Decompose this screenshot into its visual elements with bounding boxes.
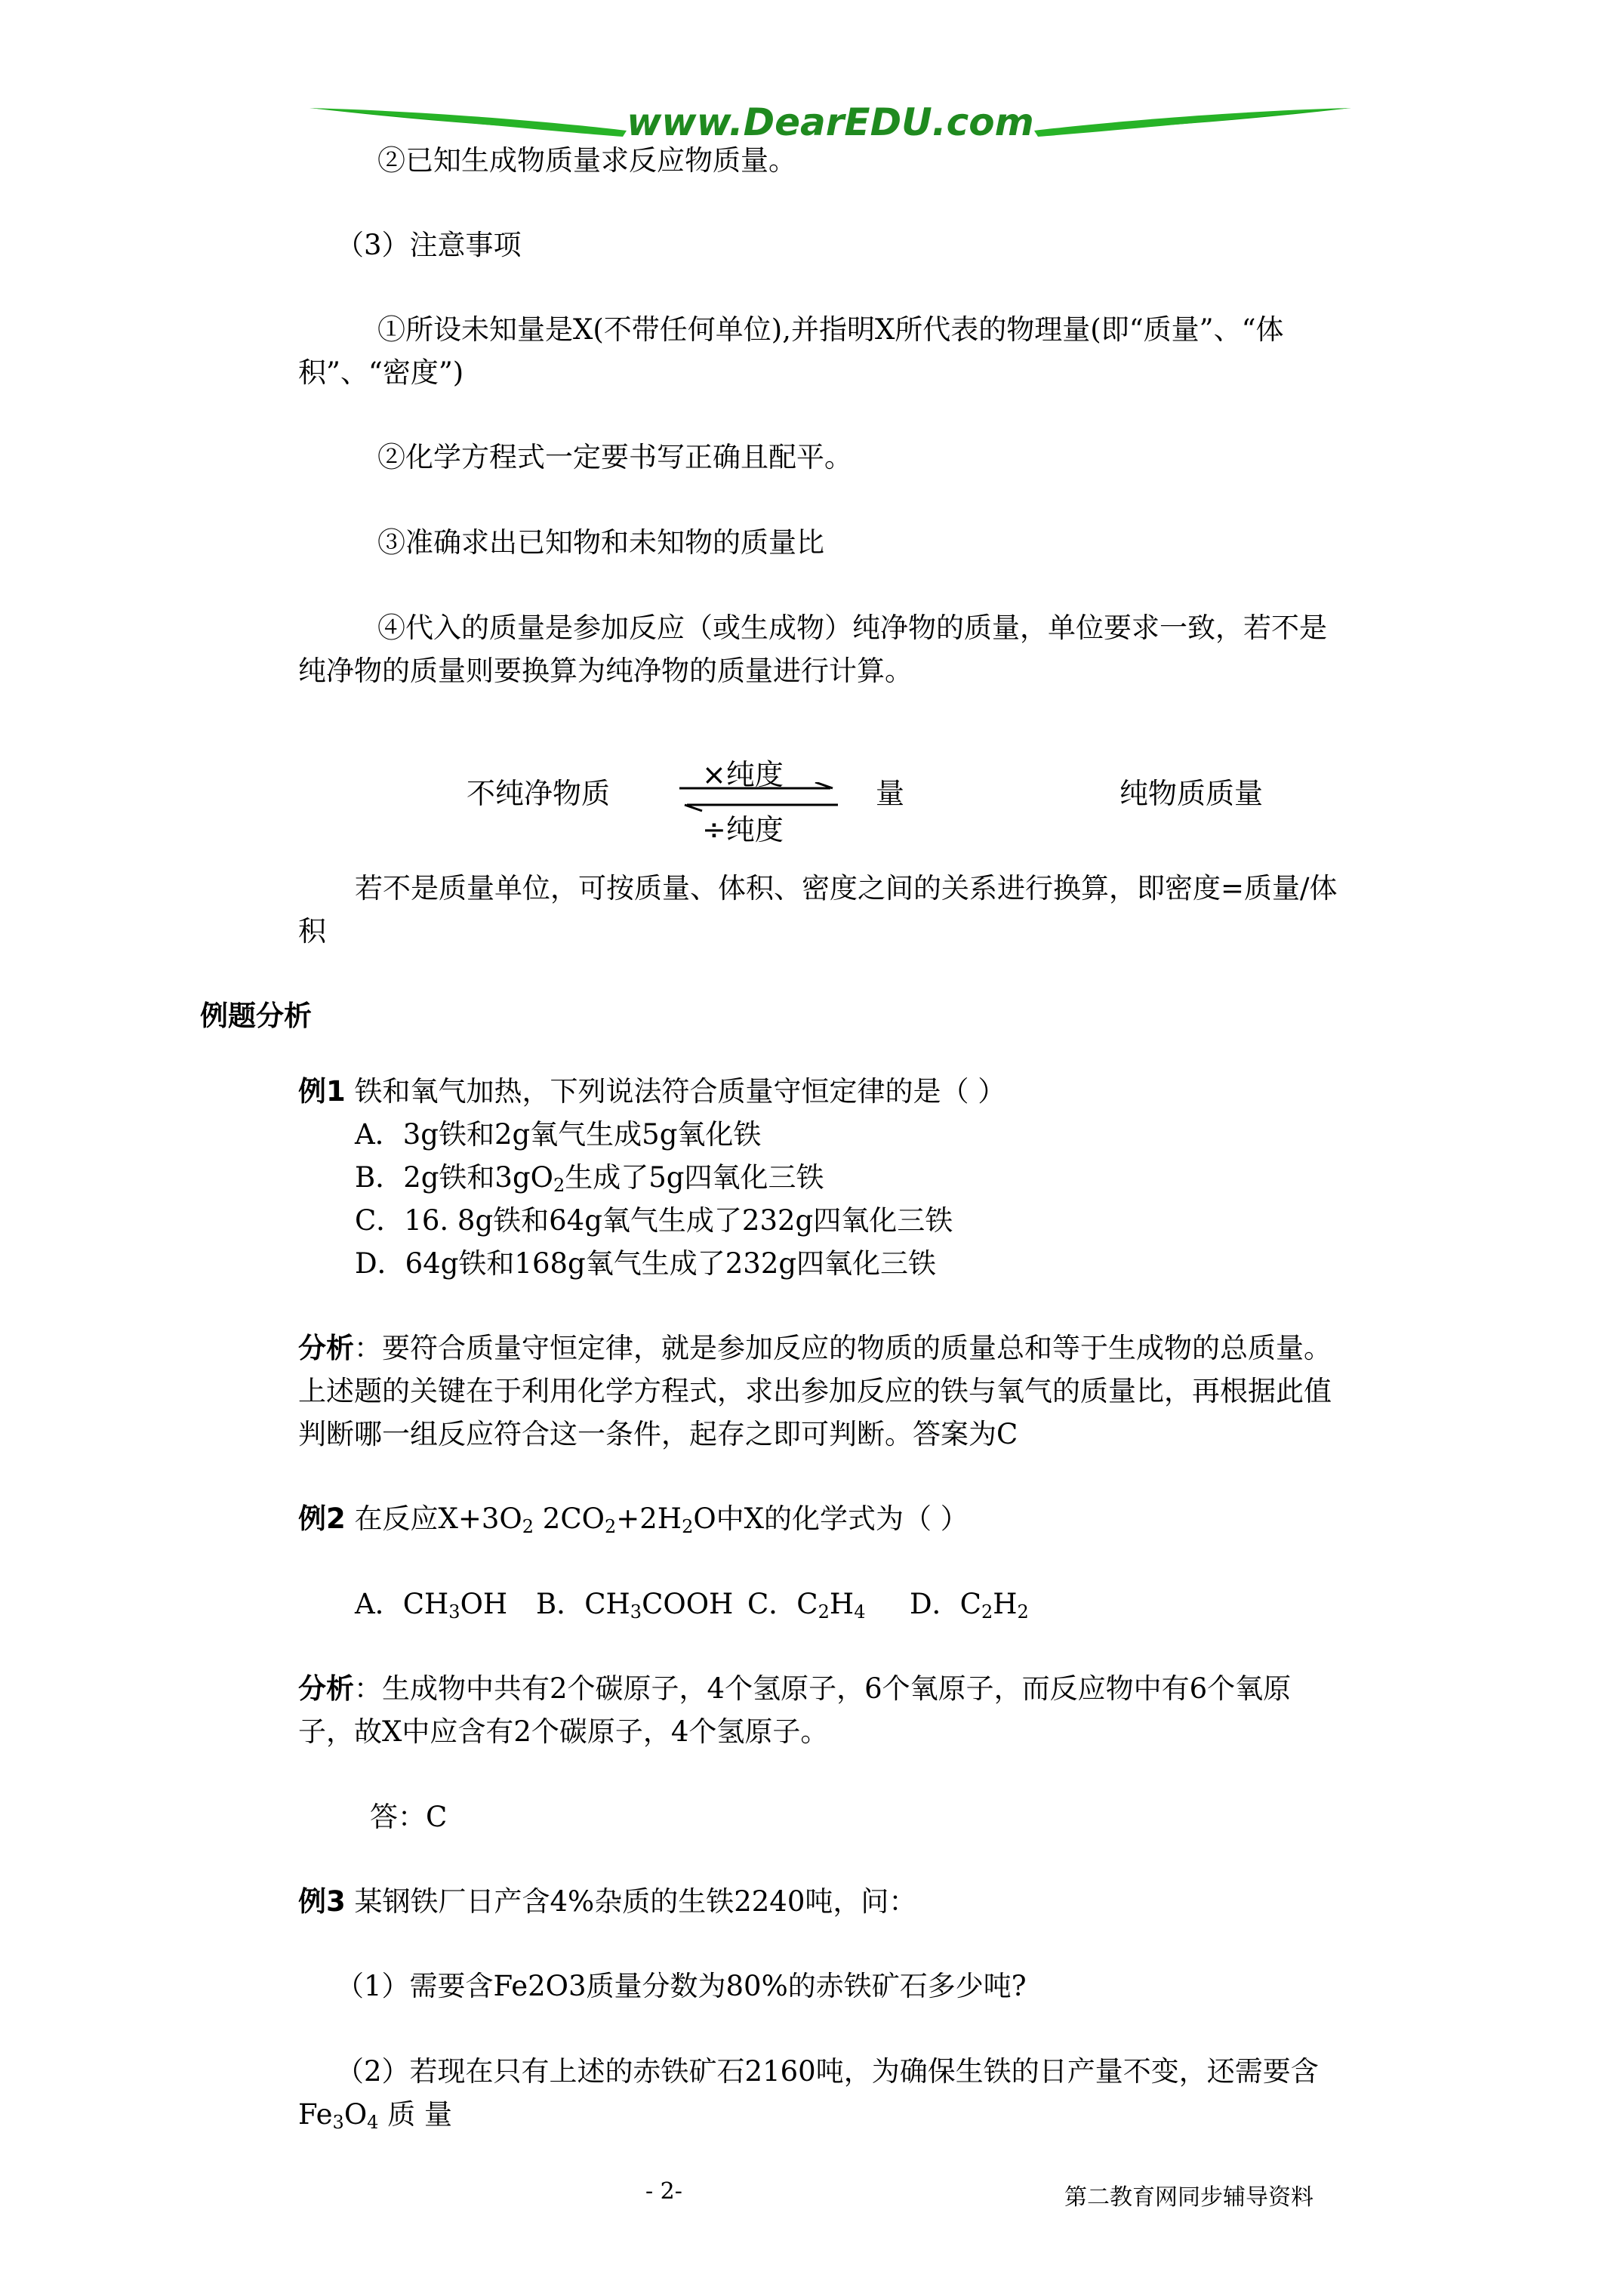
sub-question-1: （1）需要含Fe2O3质量分数为80%的赤铁矿石多少吨? (336, 1970, 1027, 2002)
analysis-label: 分析 (298, 1332, 354, 1364)
question-text: 2CO (534, 1502, 605, 1535)
sub-question-2-cont: $Fe_3O_4$ 质 量 (298, 2098, 452, 2133)
text-line: ④代入的质量是参加反应（或生成物）纯净物的质量，单位要求一致，若不是 (377, 612, 1327, 644)
example-label: 例1 (298, 1075, 346, 1108)
question-text: +2H (616, 1502, 682, 1535)
option-text: 生成了5g四氧化三铁 (565, 1161, 824, 1194)
option-a: A．$CH_3OH$ (355, 1588, 508, 1623)
option-d: D．$C_2H_2$ (910, 1588, 1029, 1623)
option-b: B．$CH_3COOH$ (536, 1588, 734, 1623)
text-line: 若不是质量单位，可按质量、体积、密度之间的关系进行换算，即密度=质量/体 (355, 872, 1338, 905)
logo-text: www.DearEDU.com (627, 100, 1034, 144)
sub-question-2: （2）若现在只有上述的赤铁矿石2160吨，为确保生铁的日产量不变，还需要含 (336, 2055, 1319, 2088)
text-line: 上述题的关键在于利用化学方程式，求出参加反应的铁与氧气的质量比，再根据此值 (298, 1375, 1332, 1407)
option-a: A．3g铁和2g氧气生成5g氧化铁 (355, 1118, 762, 1151)
diagram-top-label: ×纯度 (702, 758, 784, 791)
subscript: 2 (682, 1516, 694, 1537)
analysis-1 (298, 1327, 1332, 1370)
analysis-label: 分析 (298, 1672, 354, 1705)
example-label: 例3 (298, 1885, 346, 1918)
section-heading: 例题分析 (200, 1000, 312, 1032)
option-c: C．16. 8g铁和64g氧气生成了232g四氧化三铁 (355, 1204, 953, 1237)
subscript: 2 (604, 1516, 617, 1537)
analysis-text: ：要符合质量守恒定律，就是参加反应的物质的质量总和等于生成物的总质量。 (354, 1332, 1332, 1364)
diagram-bottom-label: ÷纯度 (702, 813, 784, 846)
answer-2: 答：C (370, 1801, 448, 1833)
option-b (355, 1156, 824, 1200)
subscript: 2 (553, 1175, 565, 1196)
text-line: 积 (298, 915, 326, 948)
text-line: 积”、“密度”) (298, 356, 464, 389)
text-line: ②化学方程式一定要书写正确且配平。 (377, 441, 852, 473)
option-c: C．$C_2H_4$ (747, 1588, 866, 1623)
analysis-text: ：生成物中共有2个碳原子，4个氢原子，6个氧原子，而反应物中有6个氧原 (354, 1672, 1292, 1705)
page-number: - 2- (645, 2178, 682, 2205)
question-text: 某钢铁厂日产含4%杂质的生铁2240吨，问： (345, 1885, 917, 1918)
diagram-mid-label: 量 (876, 777, 905, 810)
analysis-2 (298, 1667, 1291, 1711)
question-text: 铁和氧气加热，下列说法符合质量守恒定律的是（ ） (345, 1075, 1006, 1108)
text-line: 纯净物的质量则要换算为纯净物的质量进行计算。 (298, 655, 913, 687)
text-line: ②已知生成物质量求反应物质量。 (377, 144, 796, 177)
text-line: ③准确求出已知物和未知物的质量比 (377, 526, 824, 559)
text-line: （3）注意事项 (336, 229, 522, 261)
question-text: 在反应X+3O (345, 1502, 522, 1535)
diagram-left-label: 不纯净物质 (467, 777, 611, 810)
example-1-question (298, 1070, 1006, 1114)
example-label: 例2 (298, 1502, 346, 1535)
question-text: O中X的化学式为（ ） (693, 1502, 969, 1535)
text-line: ①所设未知量是X(不带任何单位),并指明X所代表的物理量(即“质量”、“体 (377, 313, 1284, 346)
subscript: 2 (522, 1516, 534, 1537)
text-line: 判断哪一组反应符合这一条件，起存之即可判断。答案为C (298, 1418, 1018, 1450)
text-line: 子，故X中应含有2个碳原子，4个氢原子。 (298, 1715, 829, 1748)
option-d: D．64g铁和168g氧气生成了232g四氧化三铁 (355, 1247, 937, 1280)
option-text: B．2g铁和3gO (355, 1161, 553, 1194)
example-3-question (298, 1880, 916, 1924)
diagram-right-label: 纯物质质量 (1119, 777, 1264, 810)
footer-source: 第二教育网同步辅导资料 (1064, 2184, 1313, 2211)
example-2-question (298, 1497, 969, 1541)
